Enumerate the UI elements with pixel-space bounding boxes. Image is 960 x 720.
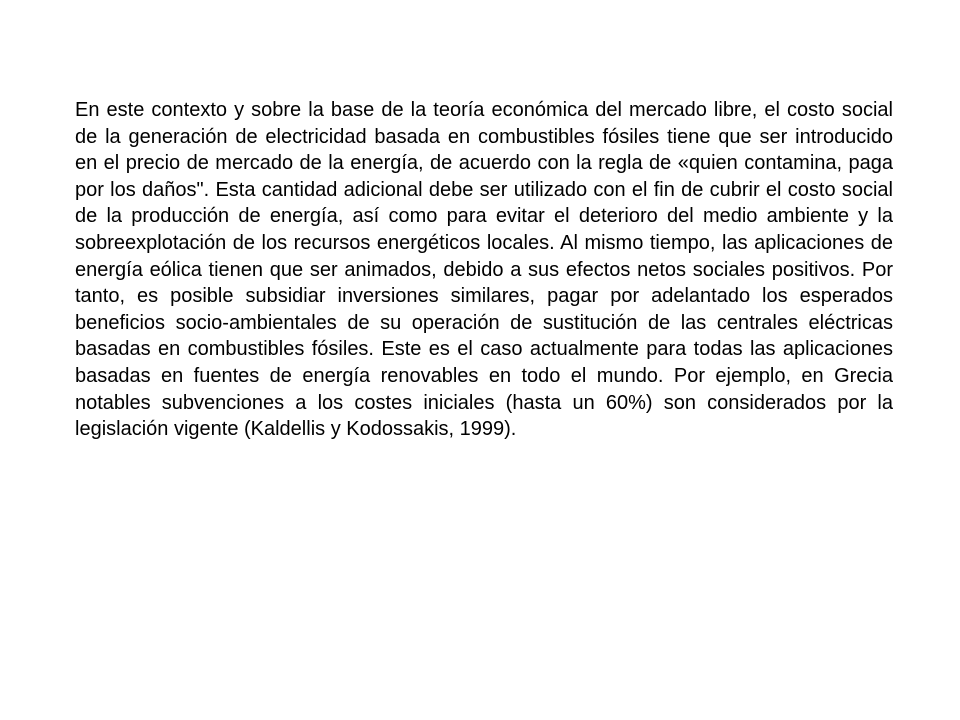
body-paragraph: En este contexto y sobre la base de la teoría económica del mercado libre, el costo social de la generación de electricidad basada en combustibles fósiles tiene que ser introducido en el precio de mercado de la energía, de acuerdo con la regla de «quien contamina, paga por los daños". Esta cantidad adicional debe ser utilizado con el fin de cubrir el costo social de la producción de energía, así como para evitar el deterioro del medio ambiente y la sobreexplotación de los recursos energéticos locales. Al mismo tiempo, las aplicaciones de energía eólica tienen que ser animados, debido a sus efectos netos sociales positivos. Por tanto, es posible subsidiar inversiones similares, pagar por adelantado los esperados beneficios socio-ambientales de su operación de sustitución de las centrales eléctricas basadas en combustibles fósiles. Este es el caso actualmente para todas las aplicaciones basadas en fuentes de energía renovables en todo el mundo. Por ejemplo, en Grecia notables subvenciones a los costes iniciales (hasta un 60%) son considerados por la legislación vigente (Kaldellis y Kodossakis, 1999). (75, 99, 893, 441)
